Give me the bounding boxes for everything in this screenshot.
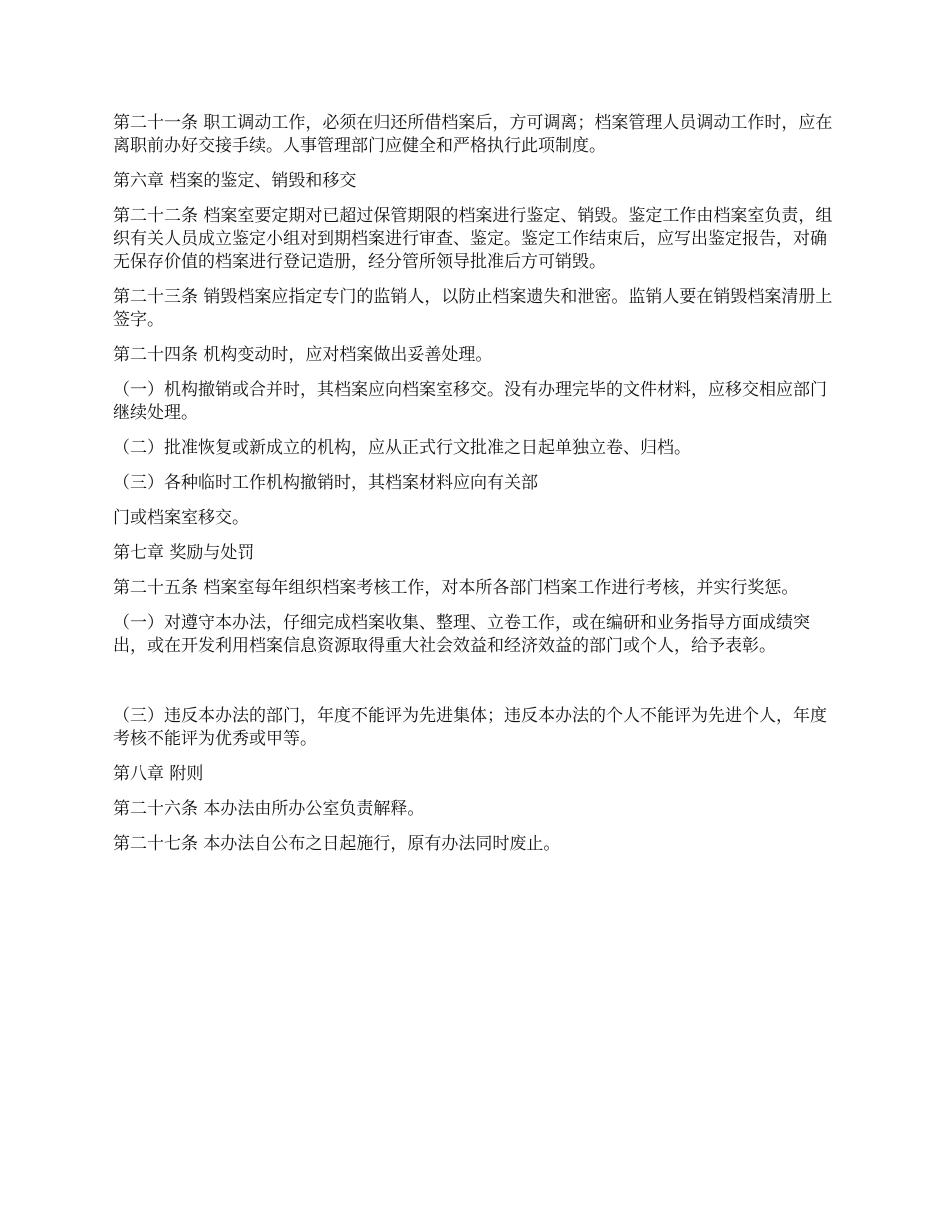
document-body <box>113 112 840 868</box>
article-26: 第二十六条 本办法由所办公室负责解释。 <box>113 799 425 819</box>
blank-gap <box>113 670 840 705</box>
article-27: 第二十七条 本办法自公布之日起施行，原有办法同时废止。 <box>113 834 561 854</box>
article-25: 第二十五条 档案室每年组织档案考核工作，对本所各部门档案工作进行考核，并实行奖惩。 <box>113 578 799 598</box>
article-24-item-1: （一）机构撤销或合并时，其档案应向档案室移交。没有办理完毕的文件材料，应移交相应部门继续处理。 <box>113 380 827 423</box>
article-24: 第二十四条 机构变动时，应对档案做出妥善处理。 <box>113 345 493 365</box>
chapter-8-heading: 第八章 附则 <box>113 764 204 784</box>
article-25-item-3: （三）违反本办法的部门，年度不能评为先进集体；违反本办法的个人不能评为先进个人，年度考核不能评为优秀或甲等。 <box>113 706 827 749</box>
chapter-7-heading: 第七章 奖励与处罚 <box>113 543 255 563</box>
chapter-6-heading: 第六章 档案的鉴定、销毁和移交 <box>113 171 357 191</box>
article-22: 第二十二条 档案室要定期对已超过保管期限的档案进行鉴定、销毁。鉴定工作由档案室负责，组织有关人员成立鉴定小组对到期档案进行审查、鉴定。鉴定工作结束后，应写出鉴定报告，对确无保存价值的档案进行登记造册，经分管所领导批准后方可销毁。 <box>113 206 833 272</box>
article-21: 第二十一条 职工调动工作，必须在归还所借档案后，方可调离；档案管理人员调动工作时，应在离职前办好交接手续。人事管理部门应健全和严格执行此项制度。 <box>113 113 833 156</box>
article-23: 第二十三条 销毁档案应指定专门的监销人，以防止档案遗失和泄密。监销人要在销毁档案清册上签字。 <box>113 287 833 330</box>
article-24-item-3-continued: 门或档案室移交。 <box>113 508 249 528</box>
article-25-item-1: （一）对遵守本办法，仔细完成档案收集、整理、立卷工作，或在编研和业务指导方面成绩突出，或在开发利用档案信息资源取得重大社会效益和经济效益的部门或个人，给予表彰。 <box>113 613 810 656</box>
article-24-item-2: （二）批准恢复或新成立的机构，应从正式行文批准之日起单独立卷、归档。 <box>113 438 691 458</box>
article-24-item-3: （三）各种临时工作机构撤销时，其档案材料应向有关部 <box>113 473 538 493</box>
